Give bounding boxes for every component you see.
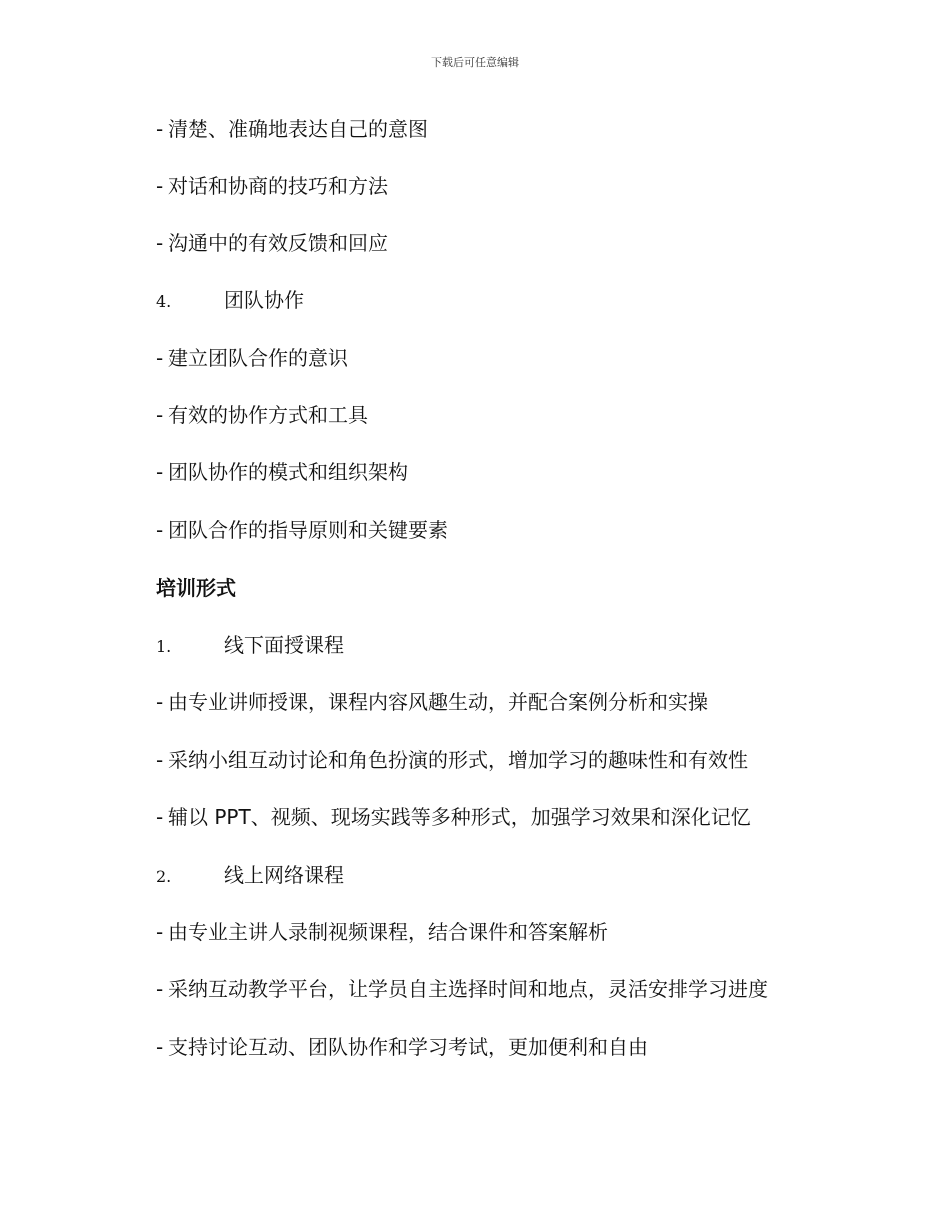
list-item-text: 沟通中的有效反馈和回应 <box>168 231 388 255</box>
list-item-text: 对话和协商的技巧和方法 <box>168 174 388 198</box>
section-heading: 培训形式 <box>156 576 236 600</box>
list-item-text: 由专业主讲人录制视频课程，结合课件和答案解析 <box>168 920 608 944</box>
bullet-dash: - <box>156 346 164 370</box>
numbered-item-text: 线下面授课程 <box>224 633 344 657</box>
numbered-item-text: 线上网络课程 <box>224 863 344 887</box>
list-item-text: 由专业讲师授课，课程内容风趣生动，并配合案例分析和实操 <box>168 690 708 714</box>
list-item <box>156 173 388 199</box>
list-item <box>156 804 751 830</box>
list-item <box>156 1034 648 1060</box>
item-number: 1. <box>156 637 172 656</box>
bullet-dash: - <box>156 403 164 427</box>
numbered-item-text: 团队协作 <box>224 288 304 312</box>
list-item-text: 建立团队合作的意识 <box>168 346 348 370</box>
list-item-text: 有效的协作方式和工具 <box>168 403 368 427</box>
page-header: 下载后可任意编辑 <box>431 56 519 69</box>
list-item <box>156 976 768 1002</box>
list-item-text: 团队协作的模式和组织架构 <box>168 460 408 484</box>
list-item-text: 支持讨论互动、团队协作和学习考试，更加便利和自由 <box>168 1035 648 1059</box>
bullet-dash: - <box>156 518 164 542</box>
item-number: 2. <box>156 867 172 886</box>
bullet-dash: - <box>156 920 164 944</box>
bullet-dash: - <box>156 1035 164 1059</box>
list-item <box>156 459 408 485</box>
list-item <box>156 747 748 773</box>
bullet-dash: - <box>156 174 164 198</box>
list-item <box>156 689 708 715</box>
bullet-dash: - <box>156 748 164 772</box>
list-item-text: 采纳互动教学平台，让学员自主选择时间和地点，灵活安排学习进度 <box>168 977 768 1001</box>
list-item-text: 辅以 PPT、视频、现场实践等多种形式，加强学习效果和深化记忆 <box>168 805 751 829</box>
bullet-dash: - <box>156 460 164 484</box>
numbered-item <box>156 287 304 315</box>
bullet-dash: - <box>156 977 164 1001</box>
list-item-text: 清楚、准确地表达自己的意图 <box>168 117 428 141</box>
list-item <box>156 230 388 256</box>
list-item-text: 团队合作的指导原则和关键要素 <box>168 518 448 542</box>
bullet-dash: - <box>156 690 164 714</box>
list-item-text: 采纳小组互动讨论和角色扮演的形式，增加学习的趣味性和有效性 <box>168 748 748 772</box>
list-item <box>156 517 448 543</box>
bullet-dash: - <box>156 805 164 829</box>
list-item <box>156 402 368 428</box>
list-item <box>156 116 428 142</box>
list-item <box>156 345 348 371</box>
list-item <box>156 919 608 945</box>
item-number: 4. <box>156 292 172 311</box>
bullet-dash: - <box>156 117 164 141</box>
numbered-item <box>156 632 344 660</box>
numbered-item <box>156 862 344 890</box>
bullet-dash: - <box>156 231 164 255</box>
